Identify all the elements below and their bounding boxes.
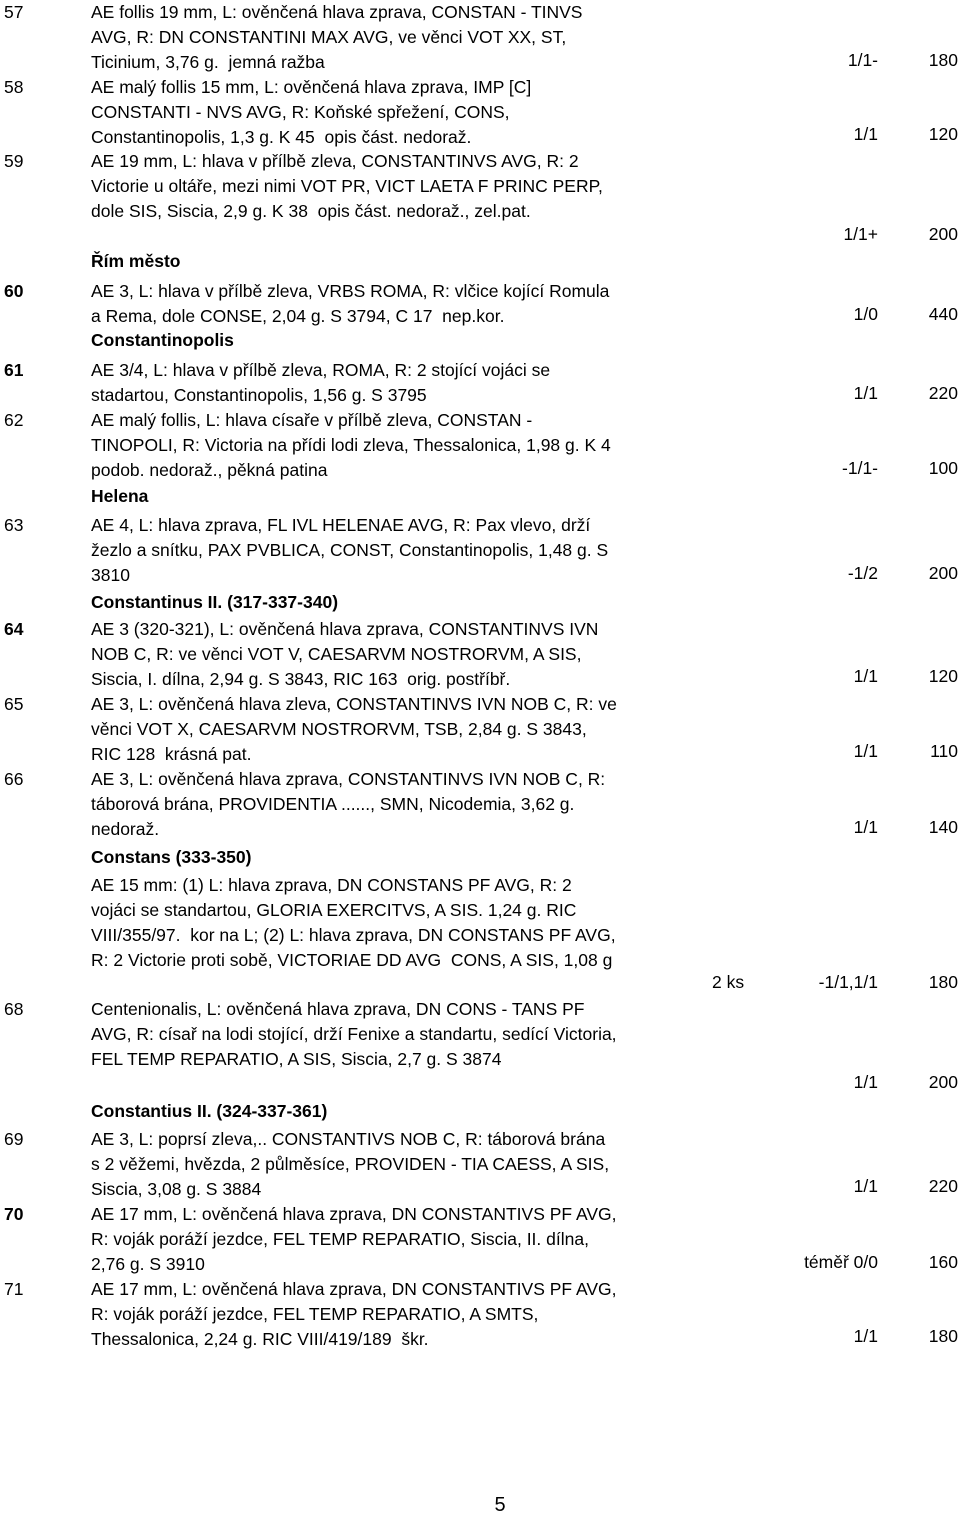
section-heading-constantinus-ii: Constantinus II. (317-337-340): [91, 592, 339, 612]
lot-description-line: AE 3, L: hlava v přílbě zleva, VRBS ROMA, R: vlčice kojící Romula: [91, 281, 610, 301]
lot-description-line: Siscia, 3,08 g. S 3884: [91, 1179, 262, 1199]
lot-price: 200: [928, 563, 958, 583]
lot-price: 180: [928, 1326, 958, 1346]
lot-description-line: AE malý follis, L: hlava císaře v přílbě zleva, CONSTAN -: [91, 410, 533, 430]
lot-description-line: AE 17 mm, L: ověnčená hlava zprava, DN CONSTANTIVS PF AVG,: [91, 1204, 617, 1224]
lot-grade: 1/1: [853, 1072, 878, 1092]
lot-price: 160: [928, 1252, 958, 1272]
lot-description-line: a Rema, dole CONSE, 2,04 g. S 3794, C 17 nep.kor.: [91, 306, 505, 326]
lot-price: 180: [928, 972, 958, 992]
lot-price: 110: [930, 741, 958, 761]
lot-description-line: R: 2 Victorie proti sobě, VICTORIAE DD AVG CONS, A SIS, 1,08 g: [91, 950, 613, 970]
lot-number: 61: [4, 360, 24, 380]
lot-description-line: Victorie u oltáře, mezi nimi VOT PR, VICT LAETA F PRINC PERP,: [91, 176, 603, 196]
lot-description-line: R: voják poráží jezdce, FEL TEMP REPARATIO, Siscia, II. dílna,: [91, 1229, 589, 1249]
lot-number: 58: [4, 77, 24, 97]
lot-description-line: podob. nedoraž., pěkná patina: [91, 460, 328, 480]
lot-description-line: AE 17 mm, L: ověnčená hlava zprava, DN CONSTANTIVS PF AVG,: [91, 1279, 617, 1299]
lot-description-line: AVG, R: DN CONSTANTINI MAX AVG, ve věnci VOT XX, ST,: [91, 27, 567, 47]
lot-description-line: 2,76 g. S 3910: [91, 1254, 205, 1274]
lot-description-line: Ticinium, 3,76 g. jemná ražba: [91, 52, 325, 72]
lot-price: 220: [928, 383, 958, 403]
lot-number: 62: [4, 410, 24, 430]
lot-grade: 1/1: [853, 741, 878, 761]
lot-description-line: Centenionalis, L: ověnčená hlava zprava, DN CONS - TANS PF: [91, 999, 585, 1019]
lot-quantity: 2 ks: [712, 972, 745, 992]
lot-description-line: AE 3, L: poprsí zleva,.. CONSTANTIVS NOB C, R: táborová brána: [91, 1129, 606, 1149]
lot-number: 68: [4, 999, 24, 1019]
lot-description-line: dole SIS, Siscia, 2,9 g. K 38 opis část. nedoraž., zel.pat.: [91, 201, 531, 221]
lot-grade: 1/1: [853, 817, 878, 837]
lot-grade: -1/2: [847, 563, 878, 583]
lot-grade: 1/1: [853, 383, 878, 403]
section-heading-rim: Řím město: [91, 251, 181, 271]
lot-number: 71: [4, 1279, 24, 1299]
lot-description-line: s 2 věžemi, hvězda, 2 půlměsíce, PROVIDEN - TIA CAESS, A SIS,: [91, 1154, 610, 1174]
lot-description-line: AE 3, L: ověnčená hlava zprava, CONSTANTINVS IVN NOB C, R:: [91, 769, 606, 789]
lot-grade: 1/1: [853, 666, 878, 686]
lot-description-line: AE 3, L: ověnčená hlava zleva, CONSTANTINVS IVN NOB C, R: ve: [91, 694, 617, 714]
lot-description-line: CONSTANTI - NVS AVG, R: Koňské spřežení, CONS,: [91, 102, 510, 122]
lot-description-line: AE malý follis 15 mm, L: ověnčená hlava zprava, IMP [C]: [91, 77, 532, 97]
lot-price: 440: [928, 304, 958, 324]
lot-description-line: FEL TEMP REPARATIO, A SIS, Siscia, 2,7 g. S 3874: [91, 1049, 502, 1069]
lot-grade: 1/0: [853, 304, 878, 324]
lot-number: 69: [4, 1129, 24, 1149]
lot-number: 66: [4, 769, 24, 789]
lot-description-line: AE 4, L: hlava zprava, FL IVL HELENAE AVG, R: Pax vlevo, drží: [91, 515, 591, 535]
section-heading-constans: Constans (333-350): [91, 847, 252, 867]
lot-description-line: AE 19 mm, L: hlava v přílbě zleva, CONSTANTINVS AVG, R: 2: [91, 151, 579, 171]
lot-grade: 1/1: [853, 124, 878, 144]
lot-price: 120: [928, 666, 958, 686]
lot-grade: -1/1,1/1: [818, 972, 878, 992]
lot-description-line: 3810: [91, 565, 130, 585]
lot-grade: 1/1+: [843, 224, 878, 244]
lot-description-line: táborová brána, PROVIDENTIA ......, SMN, Nicodemia, 3,62 g.: [91, 794, 575, 814]
lot-description-line: AE 3 (320-321), L: ověnčená hlava zprava, CONSTANTINVS IVN: [91, 619, 599, 639]
lot-price: 140: [928, 817, 958, 837]
lot-description-line: AE follis 19 mm, L: ověnčená hlava zprava, CONSTAN - TINVS: [91, 2, 583, 22]
lot-description-line: žezlo a snítku, PAX PVBLICA, CONST, Constantinopolis, 1,48 g. S: [91, 540, 609, 560]
lot-price: 200: [928, 1072, 958, 1092]
lot-price: 220: [928, 1176, 958, 1196]
lot-description-line: R: voják poráží jezdce, FEL TEMP REPARATIO, A SMTS,: [91, 1304, 539, 1324]
lot-grade: 1/1: [853, 1176, 878, 1196]
lot-description-line: AE 3/4, L: hlava v přílbě zleva, ROMA, R: 2 stojící vojáci se: [91, 360, 551, 380]
lot-description-line: věnci VOT X, CAESARVM NOSTRORVM, TSB, 2,84 g. S 3843,: [91, 719, 587, 739]
lot-number: 70: [4, 1204, 24, 1224]
lot-price: 180: [928, 50, 958, 70]
section-heading-constantinopolis: Constantinopolis: [91, 330, 234, 350]
lot-description-line: RIC 128 krásná pat.: [91, 744, 252, 764]
lot-grade: 1/1-: [847, 50, 878, 70]
lot-description-line: TINOPOLI, R: Victoria na přídi lodi zleva, Thessalonica, 1,98 g. K 4: [91, 435, 611, 455]
lot-number: 57: [4, 2, 24, 22]
lot-price: 120: [928, 124, 958, 144]
lot-description-line: Constantinopolis, 1,3 g. K 45 opis část. nedoraž.: [91, 127, 472, 147]
lot-price: 200: [928, 224, 958, 244]
page-number: 5: [494, 1494, 506, 1516]
lot-price: 100: [928, 458, 958, 478]
lot-description-line: AE 15 mm: (1) L: hlava zprava, DN CONSTANS PF AVG, R: 2: [91, 875, 572, 895]
lot-description-line: vojáci se standartou, GLORIA EXERCITVS, A SIS. 1,24 g. RIC: [91, 900, 577, 920]
section-heading-helena: Helena: [91, 486, 149, 506]
lot-number: 59: [4, 151, 24, 171]
lot-description-line: nedoraž.: [91, 819, 160, 839]
lot-description-line: stadartou, Constantinopolis, 1,56 g. S 3795: [91, 385, 427, 405]
lot-number: 63: [4, 515, 24, 535]
lot-grade: téměř 0/0: [804, 1252, 878, 1272]
lot-number: 60: [4, 281, 24, 301]
lot-number: 64: [4, 619, 24, 639]
lot-number: 65: [4, 694, 24, 714]
lot-description-line: VIII/355/97. kor na L; (2) L: hlava zprava, DN CONSTANS PF AVG,: [91, 925, 616, 945]
section-heading-constantius-ii: Constantius II. (324-337-361): [91, 1101, 328, 1121]
lot-description-line: Siscia, I. dílna, 2,94 g. S 3843, RIC 163 orig. postříbř.: [91, 669, 511, 689]
lot-description-line: Thessalonica, 2,24 g. RIC VIII/419/189 škr.: [91, 1329, 429, 1349]
lot-description-line: NOB C, R: ve věnci VOT V, CAESARVM NOSTRORVM, A SIS,: [91, 644, 582, 664]
lot-grade: -1/1-: [842, 458, 878, 478]
lot-grade: 1/1: [853, 1326, 878, 1346]
lot-description-line: AVG, R: císař na lodi stojící, drží Fenixe a standartu, sedící Victoria,: [91, 1024, 617, 1044]
